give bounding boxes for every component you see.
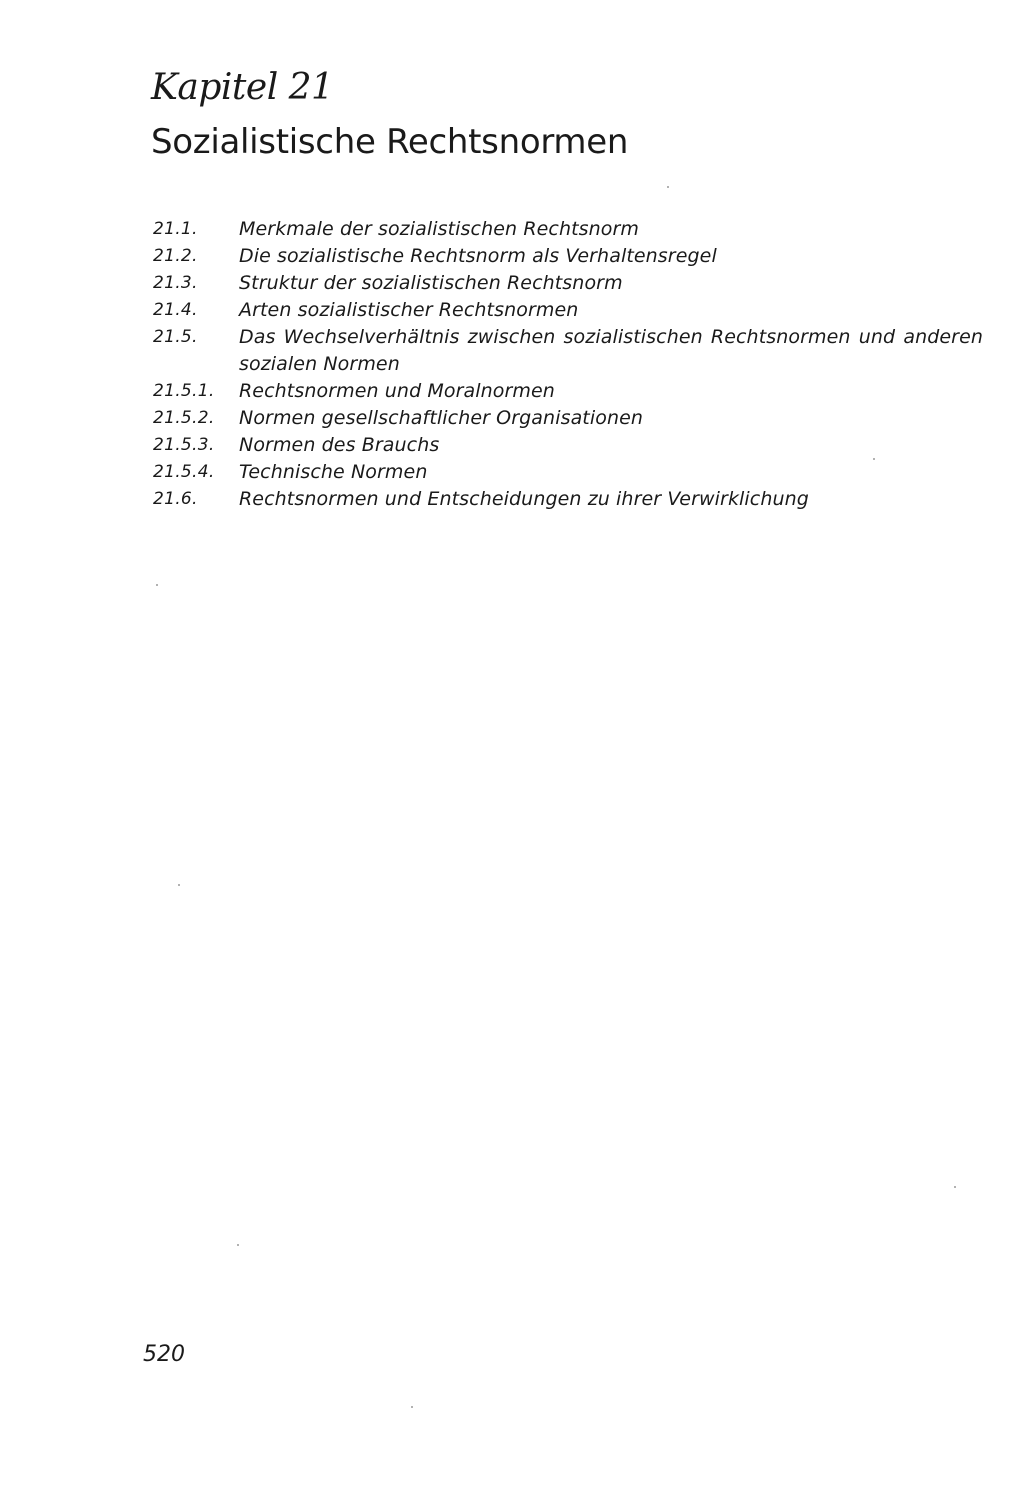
page-number: 520 (143, 1342, 185, 1367)
toc-entry-number: 21.5.2. (153, 408, 215, 428)
toc-entry-title: Rechtsnormen und Moralnormen (239, 380, 555, 402)
toc-entry-title: Das Wechselverhältnis zwischen sozialistischen Rechtsnormen und anderen sozialen Normen (239, 326, 983, 375)
toc-entry (153, 216, 983, 243)
toc-entry-number: 21.5.1. (153, 381, 215, 401)
toc-entry (153, 432, 983, 459)
toc-entry (153, 486, 983, 513)
toc-entry (153, 405, 983, 432)
toc-entry (153, 243, 983, 270)
toc-entry-number: 21.2. (153, 246, 198, 266)
toc-entry-title: Normen gesellschaftlicher Organisationen (239, 407, 644, 429)
scan-speck (156, 584, 158, 586)
toc-entry-title: Merkmale der sozialistischen Rechtsnorm (239, 218, 640, 240)
scan-speck (667, 186, 669, 188)
toc-entry (153, 324, 983, 378)
scan-speck (873, 458, 875, 460)
toc-entry-number: 21.3. (153, 273, 198, 293)
toc-entry-number: 21.5. (153, 327, 198, 347)
scan-speck (178, 884, 180, 886)
toc-entry-number: 21.4. (153, 300, 198, 320)
scan-speck (237, 1244, 239, 1246)
chapter-title: Sozialistische Rechtsnormen (151, 122, 629, 162)
scan-speck (954, 1186, 956, 1188)
toc-entry-title: Technische Normen (239, 461, 428, 483)
toc-entry-title: Die sozialistische Rechtsnorm als Verhaltensregel (239, 245, 717, 267)
toc-entry (153, 459, 983, 486)
scan-speck (411, 1406, 413, 1408)
table-of-contents (153, 216, 983, 513)
toc-entry-title: Rechtsnormen und Entscheidungen zu ihrer Verwirklichung (239, 488, 809, 510)
toc-entry (153, 378, 983, 405)
toc-entry-number: 21.5.3. (153, 435, 215, 455)
toc-entry-title: Struktur der sozialistischen Rechtsnorm (239, 272, 623, 294)
toc-entry-title: Normen des Brauchs (239, 434, 440, 456)
toc-entry-title: Arten sozialistischer Rechtsnormen (239, 299, 579, 321)
toc-entry-number: 21.6. (153, 489, 198, 509)
toc-entry-number: 21.5.4. (153, 462, 215, 482)
chapter-label: Kapitel 21 (151, 67, 334, 108)
toc-entry-number: 21.1. (153, 219, 198, 239)
toc-entry (153, 297, 983, 324)
toc-entry (153, 270, 983, 297)
